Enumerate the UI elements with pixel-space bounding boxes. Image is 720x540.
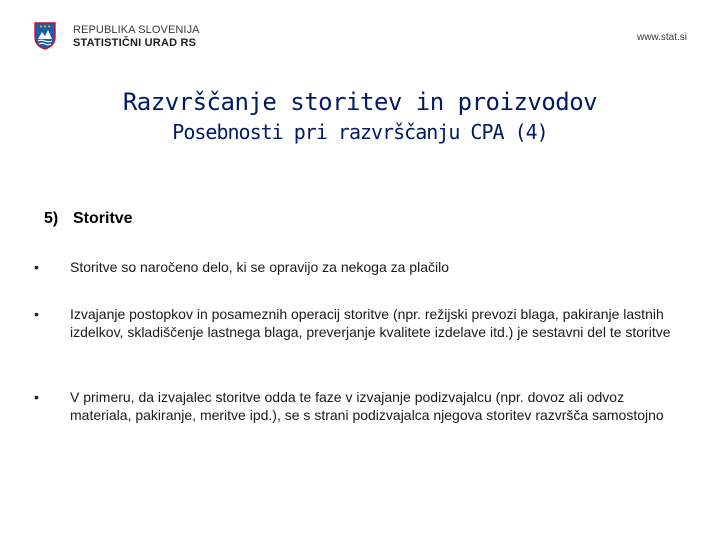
org-name-line2: STATISTIČNI URAD RS (73, 37, 197, 49)
org-name-line1: REPUBLIKA SLOVENIJA (73, 24, 200, 36)
website-url: www.stat.si (636, 32, 687, 43)
slide-title: Razvrščanje storitev in proizvodov (122, 88, 598, 116)
organization-name (73, 24, 200, 50)
section-number: 5) (44, 210, 59, 227)
section-title: Storitve (73, 210, 133, 227)
slovenia-coat-of-arms-icon (34, 22, 56, 50)
bullet-marker: • (34, 259, 39, 275)
bullet-text: Storitve so naročeno delo, ki se opravijo za nekoga za plačilo (70, 259, 449, 275)
bullet-marker: • (34, 389, 39, 405)
section-heading (44, 210, 133, 228)
bullet-marker: • (34, 306, 39, 322)
slide-header (0, 0, 720, 70)
bullet-text: Izvajanje postopkov in posameznih operacij storitve (npr. režijski prevozi blaga, pakiranje lastnih izdelkov, skladiščenje lastnega blaga, preverjanje kvalitete izdelave itd.) je sestavni del te storitve (70, 306, 671, 340)
bullet-text: V primeru, da izvajalec storitve odda te faze v izvajanje podizvajalcu (npr. dovoz ali odvoz materiala, pakiranje, meritve ipd.), se s strani podizvajalca njegova storitev razvršča samostojno (70, 389, 664, 423)
slide-subtitle: Posebnosti pri razvrščanju CPA (4) (172, 120, 548, 144)
